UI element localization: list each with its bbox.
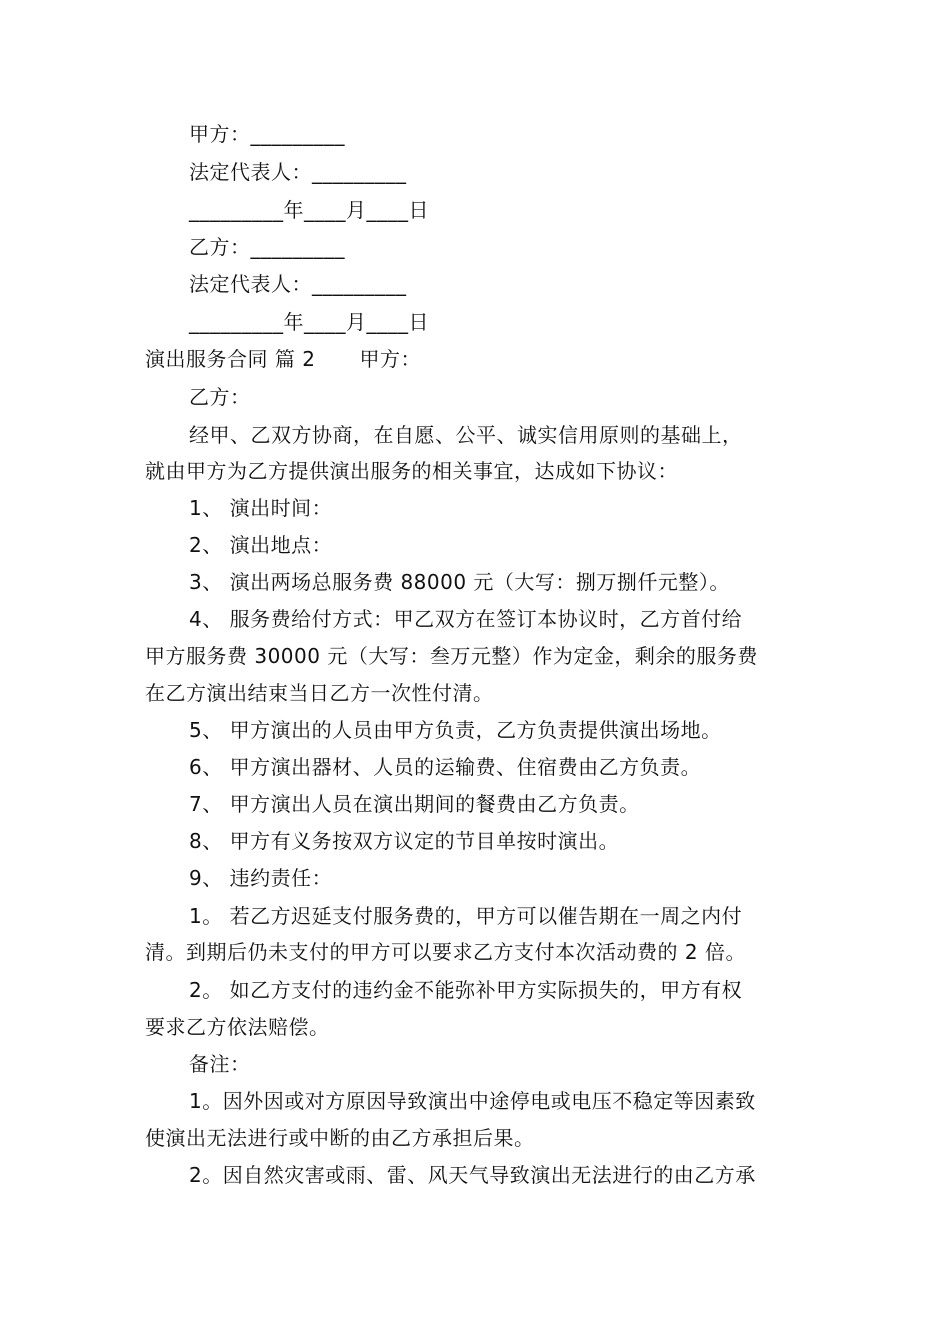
clause-1: 1、 演出时间： xyxy=(189,496,333,520)
clause-3: 3、 演出两场总服务费 88000 元（大写：捌万捌仟元整）。 xyxy=(189,570,730,594)
clause-5: 5、 甲方演出的人员由甲方负责，乙方负责提供演出场地。 xyxy=(189,718,722,742)
party-a-label: 甲方： xyxy=(359,347,421,371)
party-b-representative-line: 法定代表人：_________ xyxy=(189,272,407,296)
party-a-date-line: _________年____月____日 xyxy=(189,198,429,222)
preamble-line-1: 经甲、乙双方协商，在自愿、公平、诚实信用原则的基础上， xyxy=(189,423,743,447)
liability-2-line-1: 2。 如乙方支付的违约金不能弥补甲方实际损失的，甲方有权 xyxy=(189,978,743,1002)
clause-8: 8、 甲方有义务按双方议定的节目单按时演出。 xyxy=(189,829,620,853)
liability-2-line-2: 要求乙方依法赔偿。 xyxy=(145,1015,330,1039)
clause-4-line-1: 4、 服务费给付方式：甲乙双方在签订本协议时，乙方首付给 xyxy=(189,607,743,631)
section-heading-line xyxy=(0,345,950,373)
clause-7: 7、 甲方演出人员在演出期间的餐费由乙方负责。 xyxy=(189,792,640,816)
clause-4-line-3: 在乙方演出结束当日乙方一次性付清。 xyxy=(145,681,494,705)
remark-1-line-1: 1。因外因或对方原因导致演出中途停电或电压不稳定等因素致 xyxy=(189,1089,756,1113)
clause-6: 6、 甲方演出器材、人员的运输费、住宿费由乙方负责。 xyxy=(189,755,702,779)
party-b-date-line: _________年____月____日 xyxy=(189,310,429,334)
remark-2-line-1: 2。因自然灾害或雨、雷、风天气导致演出无法进行的由乙方承 xyxy=(189,1163,756,1187)
clause-2: 2、 演出地点： xyxy=(189,533,333,557)
remarks-heading: 备注： xyxy=(189,1052,251,1076)
party-a-signature-line: 甲方：_________ xyxy=(189,122,345,146)
remark-1-line-2: 使演出无法进行或中断的由乙方承担后果。 xyxy=(145,1126,535,1150)
party-a-representative-line: 法定代表人：_________ xyxy=(189,160,407,184)
party-b-signature-line: 乙方：_________ xyxy=(189,235,345,259)
clause-9: 9、 违约责任： xyxy=(189,866,333,890)
liability-1-line-2: 清。到期后仍未支付的甲方可以要求乙方支付本次活动费的 2 倍。 xyxy=(145,940,746,964)
section-heading: 演出服务合同 篇 2 xyxy=(145,347,316,371)
party-b-label: 乙方： xyxy=(189,385,251,409)
clause-4-line-2: 甲方服务费 30000 元（大写：叁万元整）作为定金，剩余的服务费 xyxy=(145,644,758,668)
liability-1-line-1: 1。 若乙方迟延支付服务费的，甲方可以催告期在一周之内付 xyxy=(189,904,743,928)
preamble-line-2: 就由甲方为乙方提供演出服务的相关事宜，达成如下协议： xyxy=(145,459,678,483)
